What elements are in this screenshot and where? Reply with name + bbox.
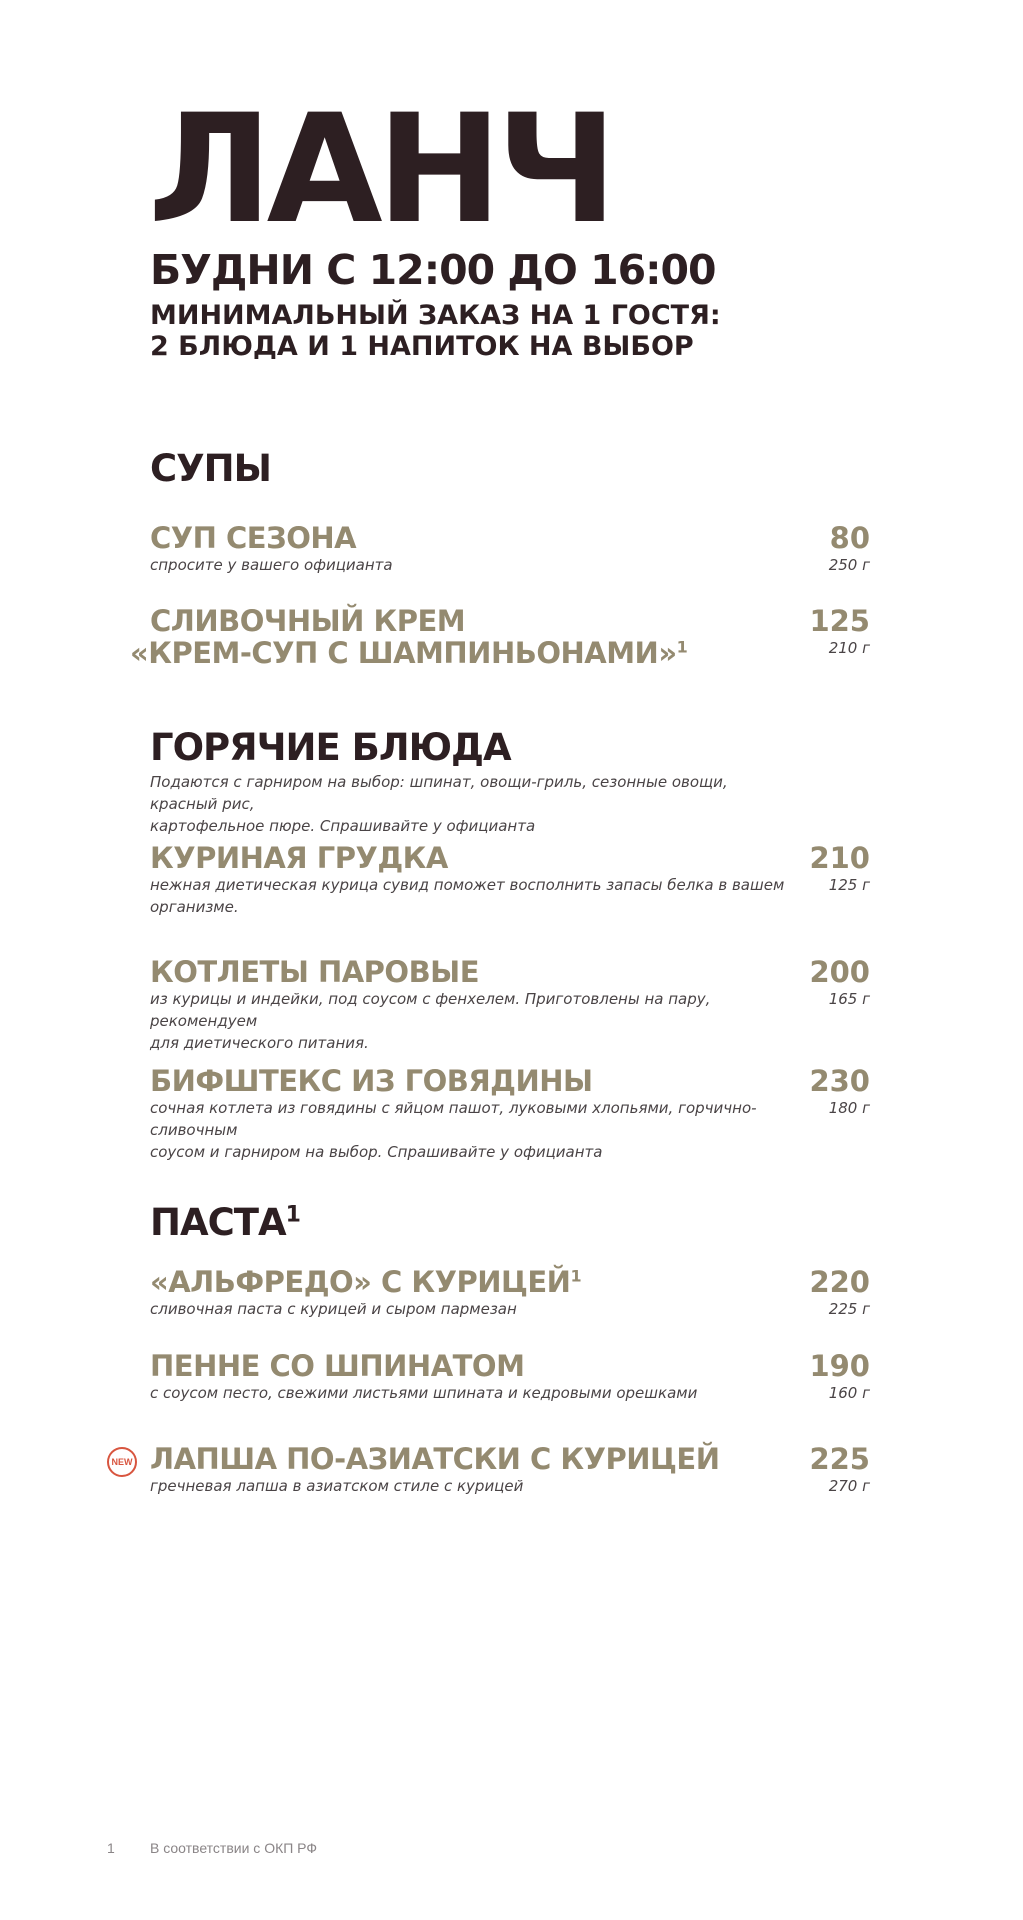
item-weight: 165 г (828, 990, 870, 1008)
menu-item (130, 604, 870, 670)
item-name: КОТЛЕТЫ ПАРОВЫЕ (150, 955, 480, 989)
footnote-text: В соответствии с ОКП РФ (150, 1840, 318, 1856)
menu-item (150, 1065, 870, 1163)
item-description: гречневая лапша в азиатском стиле с курицей (150, 1477, 524, 1495)
item-description: спросите у вашего официанта (150, 556, 393, 574)
section-note-line-1: Подаются с гарниром на выбор: шпинат, овощи-гриль, сезонные овощи, красный рис, (150, 773, 728, 813)
menu-item (150, 1350, 870, 1404)
item-description-line-2: соусом и гарниром на выбор. Спрашивайте у официанта (150, 1143, 603, 1161)
item-price: 125 (809, 604, 870, 638)
item-price: 220 (809, 1265, 870, 1299)
item-price: 80 (829, 521, 870, 555)
item-weight: 225 г (828, 1300, 870, 1318)
menu-item (150, 1443, 870, 1497)
menu-item (150, 1266, 870, 1320)
item-name: СУП СЕЗОНА (150, 521, 357, 555)
item-name-line-1: СЛИВОЧНЫЙ КРЕМ (150, 604, 466, 638)
item-description-line-2: для диетического питания. (150, 1034, 369, 1052)
item-description-line-1: из курицы и индейки, под соусом с фенхелем. Приготовлены на пару, рекомендуем (150, 990, 711, 1030)
item-description: с соусом песто, свежими листьями шпината и кедровыми орешками (150, 1384, 698, 1402)
item-price: 190 (809, 1349, 870, 1383)
item-name: БИФШТЕКС ИЗ ГОВЯДИНЫ (150, 1064, 593, 1098)
item-weight: 210 г (828, 639, 870, 657)
item-name-line-2-text: «КРЕМ-СУП С ШАМПИНЬОНАМИ» (130, 636, 677, 670)
item-name-line-2 (130, 637, 790, 669)
item-name: ЛАПША ПО-АЗИАТСКИ С КУРИЦЕЙ (150, 1442, 720, 1476)
item-name: КУРИНАЯ ГРУДКА (150, 841, 448, 875)
section-title-pasta-text: ПАСТА (150, 1201, 286, 1244)
section-note-hot (150, 771, 790, 837)
item-weight: 125 г (828, 876, 870, 894)
footnote-mark: 1 (676, 637, 688, 657)
item-description (150, 988, 790, 1054)
min-order-line-1: МИНИМАЛЬНЫЙ ЗАКАЗ НА 1 ГОСТЯ: (150, 300, 721, 331)
new-badge: NEW (107, 1447, 137, 1477)
item-weight: 250 г (828, 556, 870, 574)
item-price: 225 (809, 1442, 870, 1476)
item-weight: 270 г (828, 1477, 870, 1495)
item-price: 230 (809, 1064, 870, 1098)
item-name (130, 604, 790, 670)
item-name (150, 1266, 790, 1298)
page-title: ЛАНЧ (148, 83, 612, 257)
item-description-line-2: организме. (150, 898, 239, 916)
item-description-line-1: нежная диетическая курица сувид поможет восполнить запасы белка в вашем (150, 876, 785, 894)
item-description (150, 874, 790, 918)
min-order-note (150, 300, 721, 362)
menu-item (150, 956, 870, 1054)
footnote-mark: 1 (570, 1266, 582, 1286)
item-weight: 160 г (828, 1384, 870, 1402)
item-weight: 180 г (828, 1099, 870, 1117)
item-description-line-1: сочная котлета из говядины с яйцом пашот, луковыми хлопьями, горчично-сливочным (150, 1099, 757, 1139)
menu-item (150, 842, 870, 918)
menu-item (150, 522, 870, 576)
item-description (150, 1097, 790, 1163)
section-note-line-2: картофельное пюре. Спрашивайте у официанта (150, 817, 536, 835)
item-name: ПЕННЕ СО ШПИНАТОМ (150, 1349, 525, 1383)
item-name-text: «АЛЬФРЕДО» С КУРИЦЕЙ (150, 1265, 571, 1299)
min-order-line-2: 2 БЛЮДА И 1 НАПИТОК НА ВЫБОР (150, 331, 694, 362)
section-title-soups: СУПЫ (150, 447, 271, 490)
item-price: 200 (809, 955, 870, 989)
section-title-hot: ГОРЯЧИЕ БЛЮДА (150, 726, 511, 769)
item-price: 210 (809, 841, 870, 875)
schedule-heading: БУДНИ С 12:00 ДО 16:00 (150, 246, 716, 294)
item-description: сливочная паста с курицей и сыром пармезан (150, 1300, 517, 1318)
section-title-pasta (150, 1201, 300, 1245)
footnote-mark: 1 (285, 1202, 300, 1228)
footnote-number: 1 (107, 1840, 115, 1856)
